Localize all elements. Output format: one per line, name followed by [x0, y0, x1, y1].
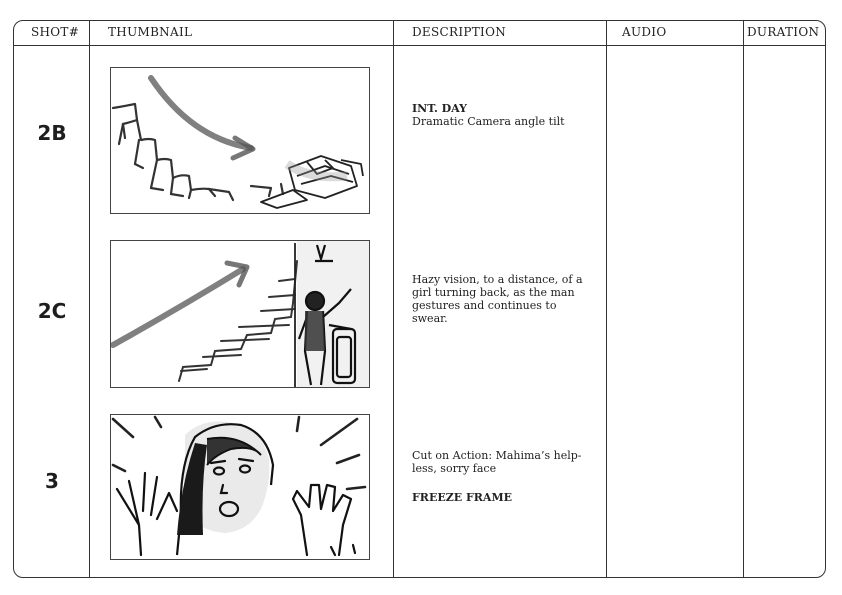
description-heading: INT. DAY: [412, 102, 468, 115]
description-text: Dramatic Camera angle tilt: [412, 115, 565, 128]
header-divider: [14, 45, 825, 46]
description-2c: [412, 273, 592, 325]
description-2b: [412, 102, 592, 128]
header-audio: AUDIO: [622, 25, 667, 39]
column-divider-audio: [743, 21, 744, 577]
thumbnail-3: [110, 414, 370, 560]
sketch-staircase-camera: [111, 68, 369, 213]
header-thumbnail: THUMBNAIL: [108, 25, 193, 39]
header-shot: SHOT#: [31, 25, 80, 39]
thumbnail-2c: [110, 240, 370, 388]
header-duration: DURATION: [747, 25, 820, 39]
thumbnail-2b: [110, 67, 370, 214]
column-divider-description: [606, 21, 607, 577]
sketch-staircase-girl: [111, 241, 369, 387]
storyboard-sheet: [13, 20, 826, 578]
shot-number-2c: 2C: [37, 299, 67, 323]
description-text: Hazy vision, to a distance, of a girl turning back, as the man gestures and continues to swear.: [412, 273, 583, 325]
shot-number-3: 3: [45, 469, 59, 493]
header-description: DESCRIPTION: [412, 25, 507, 39]
sketch-girl-face: [111, 415, 369, 559]
column-divider-thumbnail: [393, 21, 394, 577]
description-text: Cut on Action: Mahima’s help-less, sorry face: [412, 449, 582, 475]
description-3: [412, 449, 592, 504]
shot-number-2b: 2B: [37, 121, 67, 145]
description-footer: FREEZE FRAME: [412, 491, 513, 504]
